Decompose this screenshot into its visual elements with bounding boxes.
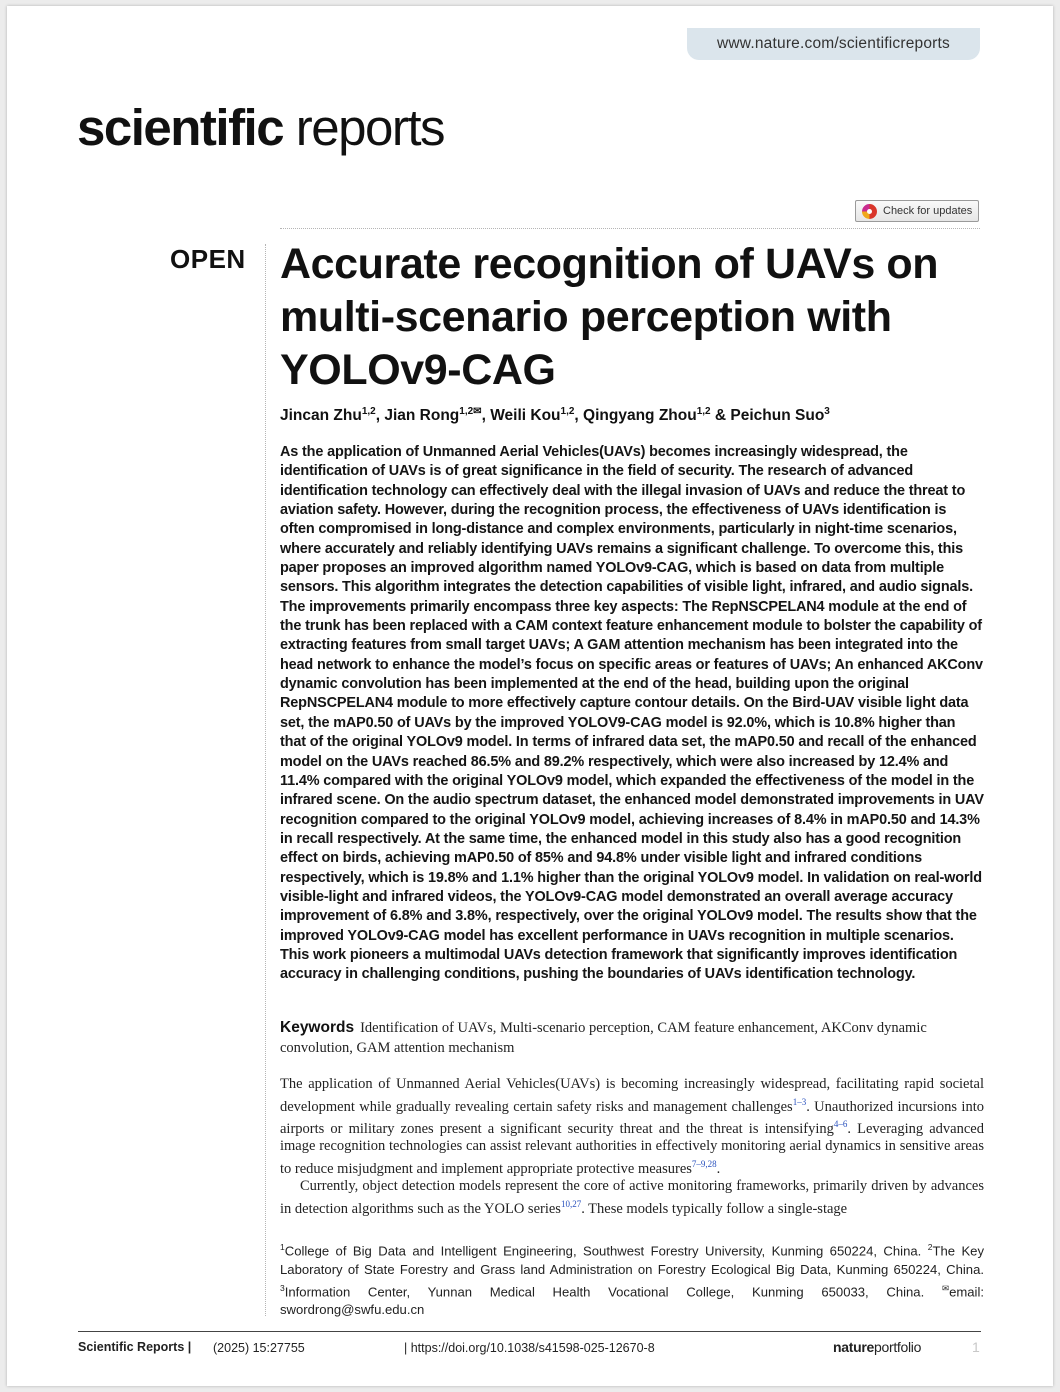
journal-logo-light: reports bbox=[295, 99, 444, 156]
reference-link[interactable]: 4–6 bbox=[833, 1119, 848, 1130]
author-sep: & bbox=[710, 407, 731, 425]
footer-doi-link[interactable]: | https://doi.org/10.1038/s41598-025-12670-8 bbox=[404, 1341, 655, 1355]
check-for-updates-button[interactable] bbox=[855, 200, 979, 222]
author-list bbox=[280, 406, 980, 425]
reference-link[interactable]: 7–9,28 bbox=[691, 1159, 717, 1170]
author-sep: , bbox=[375, 407, 385, 425]
affil-text: Information Center, Yunnan Medical Health Vocational College, Kunming 650033, China. bbox=[284, 1284, 942, 1300]
open-access-label: OPEN bbox=[170, 244, 246, 274]
body-text-span: . Leveraging advanced image recognition technologies can assist relevant authorities in effectively monitoring aerial dynamics in sensitive areas to reduce misjudgment and implement appropriate protective measures bbox=[280, 1120, 984, 1177]
affiliations bbox=[280, 1238, 984, 1320]
author-sep: , bbox=[574, 407, 584, 425]
header-divider bbox=[280, 228, 980, 229]
footer-journal: Scientific Reports | bbox=[78, 1340, 192, 1354]
author-name[interactable]: Qingyang Zhou bbox=[583, 407, 697, 425]
page-number: 1 bbox=[972, 1339, 980, 1355]
keywords-label: Keywords bbox=[280, 1019, 355, 1036]
publisher-logo-bold: nature bbox=[833, 1339, 874, 1355]
footer-volume: (2025) 15:27755 bbox=[213, 1341, 305, 1355]
publisher-logo-light: portfolio bbox=[874, 1339, 922, 1355]
body-text-span: . These models typically follow a single-stage bbox=[581, 1200, 848, 1217]
body-text-span: . bbox=[716, 1160, 721, 1177]
author-affil: 1,2 bbox=[560, 406, 575, 417]
corresponding-email[interactable]: email: swordrong@swfu.edu.cn bbox=[280, 1284, 984, 1318]
abstract: As the application of Unmanned Aerial Vehicles(UAVs) becomes increasingly widespread, the identification of UAVs is of great significance in the field of security. The research of advanced identification technology can effectively deal with the illegal invasion of UAVs and reduce the threat to aviation safety. However, during the recognition process, the effectiveness of UAVs identification is often compromised in long-distance and complex environments, particularly in night-time scenarios, where accurately and reliably identifying UAVs remains a significant challenge. To overcome this, this paper proposes an improved algorithm named YOLOv9-CAG, which is based on data from multiple sensors. This algorithm integrates the detection capabilities of visible light, infrared, and audio signals. The improvements primarily encompass three key aspects: The RepNSCPELAN4 module at the end of the trunk has been replaced with a CAM context feature enhancement module to bolster the capability of extracting features from small target UAVs; A GAM attention mechanism has been integrated into the head network to enhance the model’s focus on specific areas or features of UAVs; An enhanced AKConv dynamic convolution has been implemented at the end of the head, building upon the original RepNSCPELAN4 module to more effectively capture contour details. On the Bird-UAV visible light data set, the mAP0.50 of UAVs by the improved YOLOV9-CAG model is 92.0%, which is 10.8% higher than that of the original YOLOv9 model. In terms of infrared data set, the mAP0.50 and recall of the enhanced model on the UAVs reached 86.5% and 89.2% respectively, which were also increased by 12.4% and 11.4% compared with the original YOLOv9 model, which expanded the effectiveness of the model in the infrared scene. On the audio spectrum dataset, the enhanced model demonstrated improvements in UAV recognition compared to the original YOLOv9 model, achieving increases of 8.4% in mAP0.50 and 14.3% in recall respectively. At the same time, the enhanced model in this study also has a good recognition effect on birds, achieving mAP0.50 of 85% and 94.8% under visible light and infrared conditions respectively, which is 19.8% and 1.1% higher than the original YOLOv9 model. In validation on real-world visible-light and infrared videos, the YOLOv9-CAG model demonstrated an overall average accuracy improvement of 6.8% and 3.8%, respectively, over the original YOLOv9 model. The results show that the improved YOLOv9-CAG model has excellent performance in UAVs recognition in multiple scenarios. This work pioneers a multimodal UAVs detection framework that significantly improves identification accuracy in challenging conditions, pushing the boundaries of UAVs identification technology. bbox=[280, 444, 984, 983]
author-name[interactable]: Jian Rong bbox=[384, 407, 460, 425]
publisher-logo[interactable] bbox=[833, 1339, 921, 1355]
article-title: Accurate recognition of UAVs on multi-scenario perception with YOLOv9-CAG bbox=[280, 240, 939, 394]
author-affil: 1,2 bbox=[361, 406, 376, 417]
body-text-span: Currently, object detection models represent the core of active monitoring frameworks, primarily driven by advances in detection algorithms such as the YOLO series bbox=[280, 1178, 984, 1217]
body-paragraph bbox=[280, 1076, 984, 1178]
affil-text: College of Big Data and Intelligent Engineering, Southwest Forestry University, Kunming 650224, China. bbox=[284, 1243, 928, 1259]
affil-marker: 3 bbox=[280, 1282, 285, 1293]
author-name[interactable]: Weili Kou bbox=[490, 407, 561, 425]
author-affil: 1,2✉ bbox=[459, 406, 482, 417]
footer-divider bbox=[78, 1331, 981, 1332]
journal-logo[interactable] bbox=[77, 98, 444, 158]
keywords bbox=[280, 1018, 984, 1058]
author-affil: 3 bbox=[824, 406, 830, 417]
crossmark-icon bbox=[862, 204, 877, 219]
body-paragraph bbox=[280, 1178, 984, 1218]
affil-marker: 1 bbox=[280, 1242, 285, 1252]
author-name[interactable]: Jincan Zhu bbox=[280, 407, 362, 425]
body-text bbox=[280, 1076, 984, 1218]
affil-text: The Key Laboratory of State Forestry and Grass land Administration on Forestry Ecological Big Data, Kunming 650224, China. bbox=[280, 1243, 985, 1277]
page-footer bbox=[78, 1340, 981, 1360]
keywords-list: Identification of UAVs, Multi-scenario perception, CAM feature enhancement, AKConv dynamic convolution, GAM attention mechanism bbox=[280, 1020, 927, 1056]
affil-marker: 2 bbox=[927, 1242, 933, 1252]
journal-url-link[interactable]: www.nature.com/scientificreports bbox=[687, 28, 980, 60]
article-page bbox=[7, 6, 1053, 1386]
journal-logo-bold: scientific bbox=[77, 99, 284, 156]
margin-divider bbox=[265, 244, 266, 1316]
email-icon: ✉ bbox=[941, 1282, 950, 1293]
author-affil: 1,2 bbox=[696, 406, 711, 417]
reference-link[interactable]: 10,27 bbox=[560, 1199, 582, 1210]
author-name[interactable]: Peichun Suo bbox=[730, 407, 825, 425]
author-sep: , bbox=[481, 407, 491, 425]
body-text-span: . Unauthorized incursions into airports or military zones present a significant security threat and the threat is intensifying bbox=[280, 1098, 984, 1137]
reference-link[interactable]: 1–3 bbox=[792, 1096, 807, 1107]
body-text-span: The application of Unmanned Aerial Vehicles(UAVs) is becoming increasingly widespread, facilitating rapid societal development while gradually revealing certain safety risks and management challenges bbox=[280, 1076, 984, 1115]
check-for-updates-label: Check for updates bbox=[883, 205, 973, 217]
